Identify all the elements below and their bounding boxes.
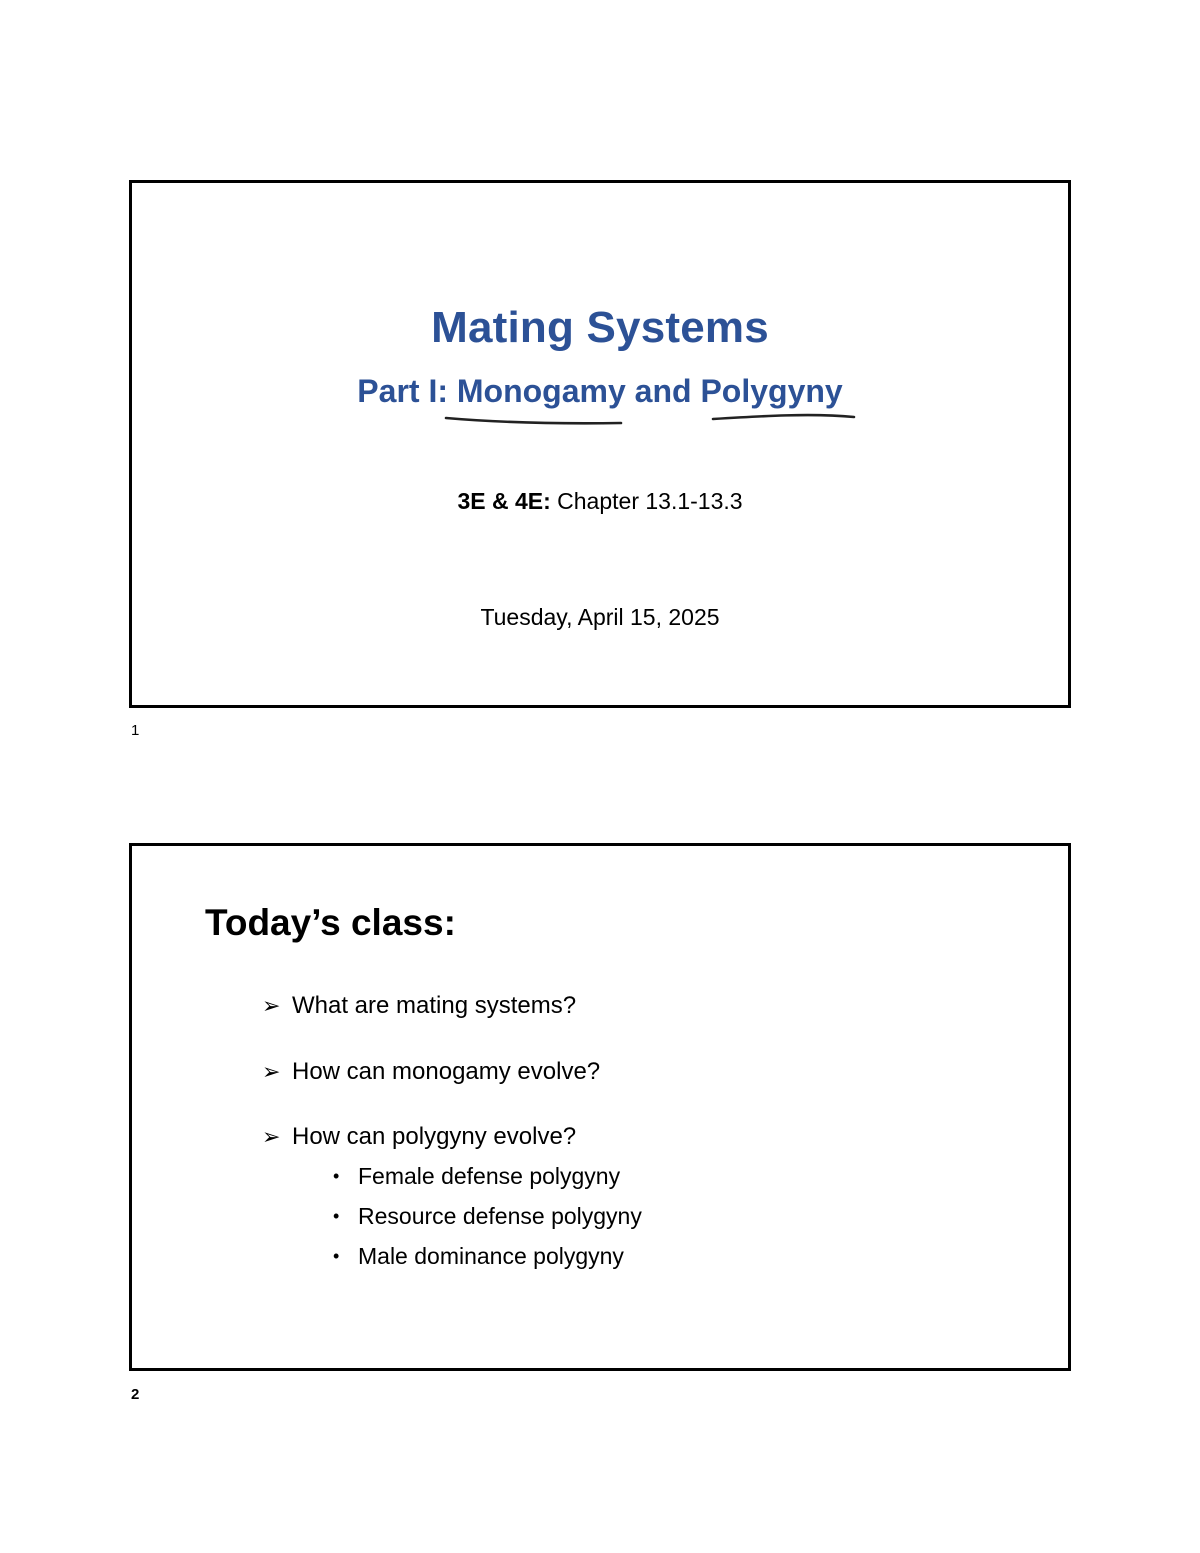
agenda-item [262,992,600,1020]
sublist-item-text: Male dominance polygyny [358,1243,624,1269]
subtitle-monogamy: Monogamy [456,373,626,409]
subtitle-polygyny: Polygyny [700,373,843,409]
dot-bullet-icon: • [333,1206,340,1226]
agenda-item-text: How can polygyny evolve? [292,1123,577,1150]
sublist-item [262,1202,642,1230]
underline-polygyny [713,415,854,419]
polygyny-sublist [262,1162,642,1282]
slide-title: Mating Systems [431,303,769,352]
subtitle-prefix: Part I: [357,373,457,409]
arrow-bullet-icon: ➢ [262,1059,281,1084]
arrow-bullet-icon: ➢ [262,993,281,1018]
slide-heading: Today’s class: [205,902,456,943]
slide-2 [129,843,1071,1371]
agenda-item [262,1058,600,1086]
underline-monogamy [446,418,621,423]
dot-bullet-icon: • [333,1246,340,1266]
slide-number-1: 1 [131,722,140,739]
chapter-sections: Chapter 13.1-13.3 [550,488,743,514]
slide-number-2: 2 [131,1386,140,1403]
agenda-list [262,992,600,1151]
sublist-item-text: Female defense polygyny [358,1163,621,1189]
chapter-editions: 3E & 4E: [457,488,551,514]
chapter-reference [132,488,1068,515]
agenda-item-text: What are mating systems? [292,992,577,1019]
agenda-item [262,1123,600,1151]
sublist-item-text: Resource defense polygyny [358,1203,642,1229]
arrow-bullet-icon: ➢ [262,1124,281,1149]
lecture-date: Tuesday, April 15, 2025 [480,604,720,630]
sublist-item [262,1242,642,1270]
slide-subtitle [132,373,1068,410]
subtitle-and: and [625,373,701,409]
slide-1 [129,180,1071,708]
sublist-item [262,1162,642,1190]
agenda-item-text: How can monogamy evolve? [292,1058,601,1085]
dot-bullet-icon: • [333,1166,340,1186]
